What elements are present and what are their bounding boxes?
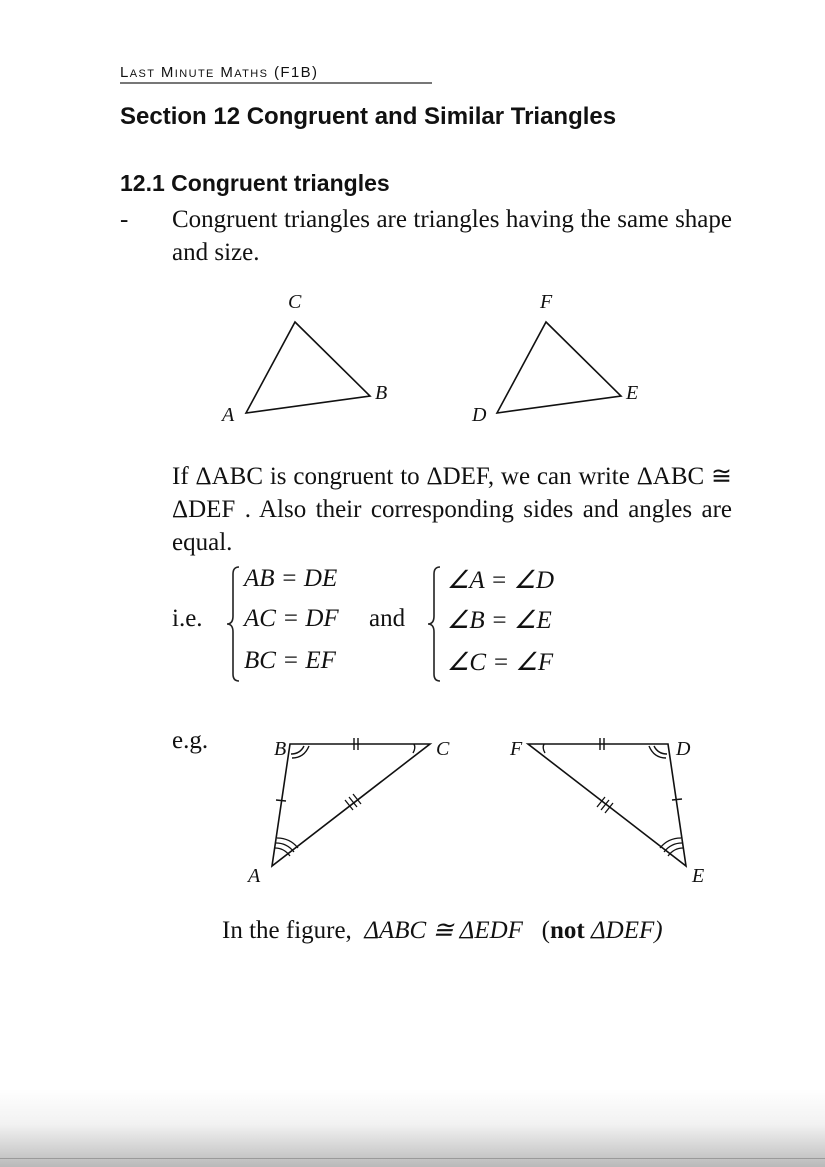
running-header: Last Minute Maths (F1B) [120, 64, 432, 84]
angle-eq-1: ∠A = ∠D [447, 567, 555, 594]
caption-statement: ΔABC ≅ ΔEDF [364, 917, 523, 944]
intro-paragraph: Congruent triangles are triangles having the same shape and size. [172, 206, 732, 266]
side-eq-3: BC = EF [244, 647, 336, 674]
example-label-f: F [510, 738, 523, 760]
side-eq-2: AC = DF [244, 605, 339, 632]
and-label: and [369, 605, 406, 632]
subsection-title: 12.1 Congruent triangles [120, 170, 390, 196]
example-triangle-abc [272, 744, 430, 866]
figure-congruent-triangles [0, 280, 825, 440]
bullet-dash: - [120, 206, 129, 233]
triangle-abc [246, 322, 370, 413]
label-e: E [626, 382, 639, 404]
ie-label: i.e. [172, 605, 203, 632]
example-triangle-fde [528, 744, 686, 866]
label-a: A [222, 404, 235, 426]
eg-label: e.g. [172, 727, 209, 754]
example-label-c: C [436, 738, 450, 760]
label-f: F [540, 291, 553, 313]
figure-example-triangles [0, 730, 825, 890]
caption-not: not [550, 917, 585, 944]
label-c: C [288, 291, 302, 313]
triangle-def [497, 322, 621, 413]
angle-eq-2: ∠B = ∠E [447, 607, 552, 634]
section-title: Section 12 Congruent and Similar Triangles [120, 103, 617, 130]
right-brace [426, 566, 442, 682]
congruence-paragraph: If ΔABC is congruent to ΔDEF, we can write ΔABC ≅ ΔDEF . Also their corresponding sides and angles are equal. [172, 463, 732, 556]
caption-prefix: In the figure, [222, 917, 352, 944]
label-b: B [375, 382, 388, 404]
figure-caption [222, 915, 663, 945]
footer-band [0, 1089, 825, 1167]
caption-note: ΔDEF) [584, 917, 663, 944]
angle-eq-3: ∠C = ∠F [447, 649, 554, 676]
side-eq-1: AB = DE [244, 565, 338, 592]
example-label-b: B [274, 738, 287, 760]
caption-open-paren: ( [541, 917, 550, 944]
example-label-e: E [692, 865, 705, 887]
label-d: D [472, 404, 487, 426]
left-brace [225, 566, 241, 682]
example-label-a: A [248, 865, 261, 887]
example-label-d: D [676, 738, 691, 760]
